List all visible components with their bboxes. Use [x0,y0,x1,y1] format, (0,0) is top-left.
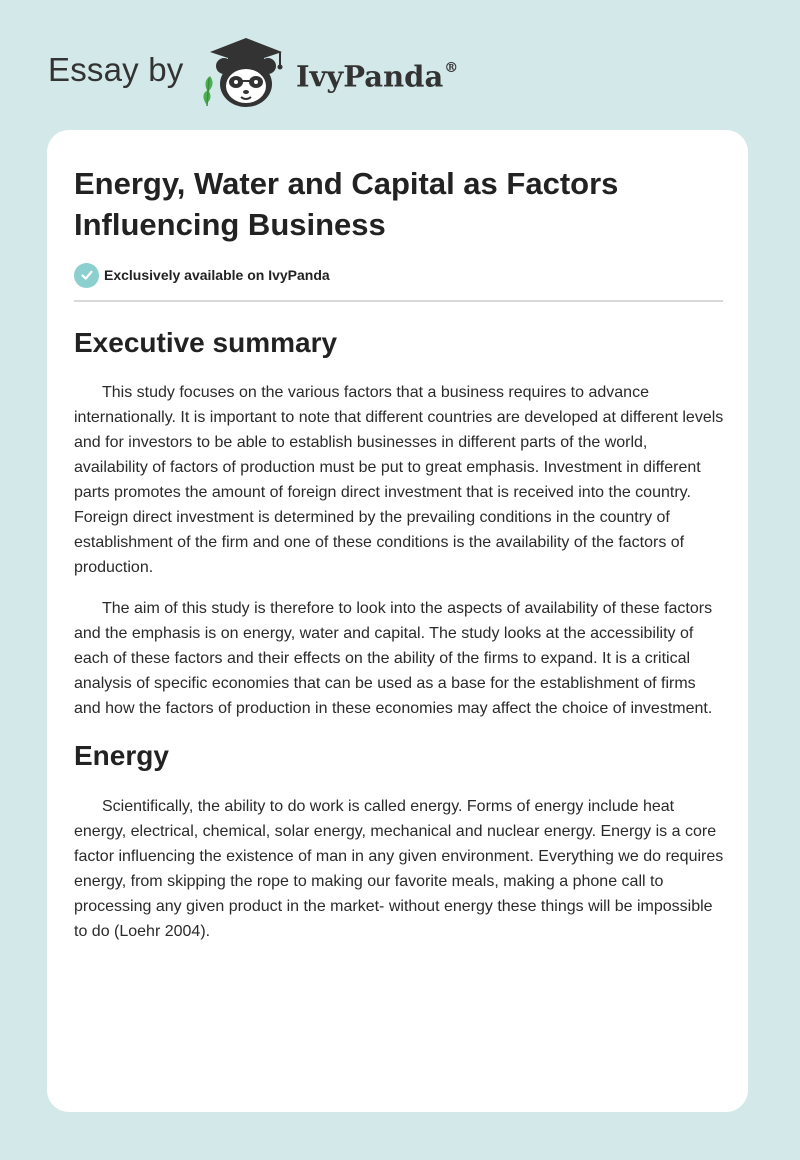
essay-title: Energy, Water and Capital as Factors Influencing Business [74,166,619,242]
exclusive-badge-text: Exclusively available on IvyPanda [104,267,330,283]
paragraph: This study focuses on the various factors that a business requires to advance internationally. It is important to note that different countries are developed at different levels and for investors to be able to establish businesses in different parts of the world, availability of factors of production must be put to great emphasis. Investment in different parts promotes the amount of foreign direct investment that is received into the country. Foreign direct investment is determined by the prevailing conditions in the country of establishment of the firm and one of these conditions is the availability of the factors of production. [74,384,724,576]
registered-mark: ® [444,60,459,76]
section-heading-energy: Energy [74,740,169,771]
essay-content [74,163,724,944]
site-header [0,0,800,130]
brand-text: IvyPanda [296,59,444,94]
check-icon [74,263,99,288]
ivypanda-logo-icon[interactable] [200,34,292,110]
brand-name[interactable] [296,54,458,95]
paragraph: The aim of this study is therefore to look into the aspects of availability of these factors and the emphasis is on energy, water and capital. The study looks at the accessibility of each of these factors and their effects on the ability of the firms to expand. It is a critical analysis of specific economies that can be used as a base for the establishment of firms and how the factors of production in these economies may affect the choice of investment. [74,600,713,717]
paragraph: Scientifically, the ability to do work is called energy. Forms of energy include heat energy, electrical, chemical, solar energy, mechanical and nuclear energy. Energy is a core factor influencing the existence of man in any given environment. Everything we do requires energy, from skipping the rope to making our favorite meals, making a phone call to processing any given product in the market- without energy these things will be impossible to do (Loehr 2004). [74,798,724,940]
essay-card [47,130,748,1112]
essay-by-label: Essay by [48,51,184,88]
title-divider [74,300,723,302]
exclusive-badge [74,262,724,288]
section-heading-executive-summary: Executive summary [74,327,338,358]
